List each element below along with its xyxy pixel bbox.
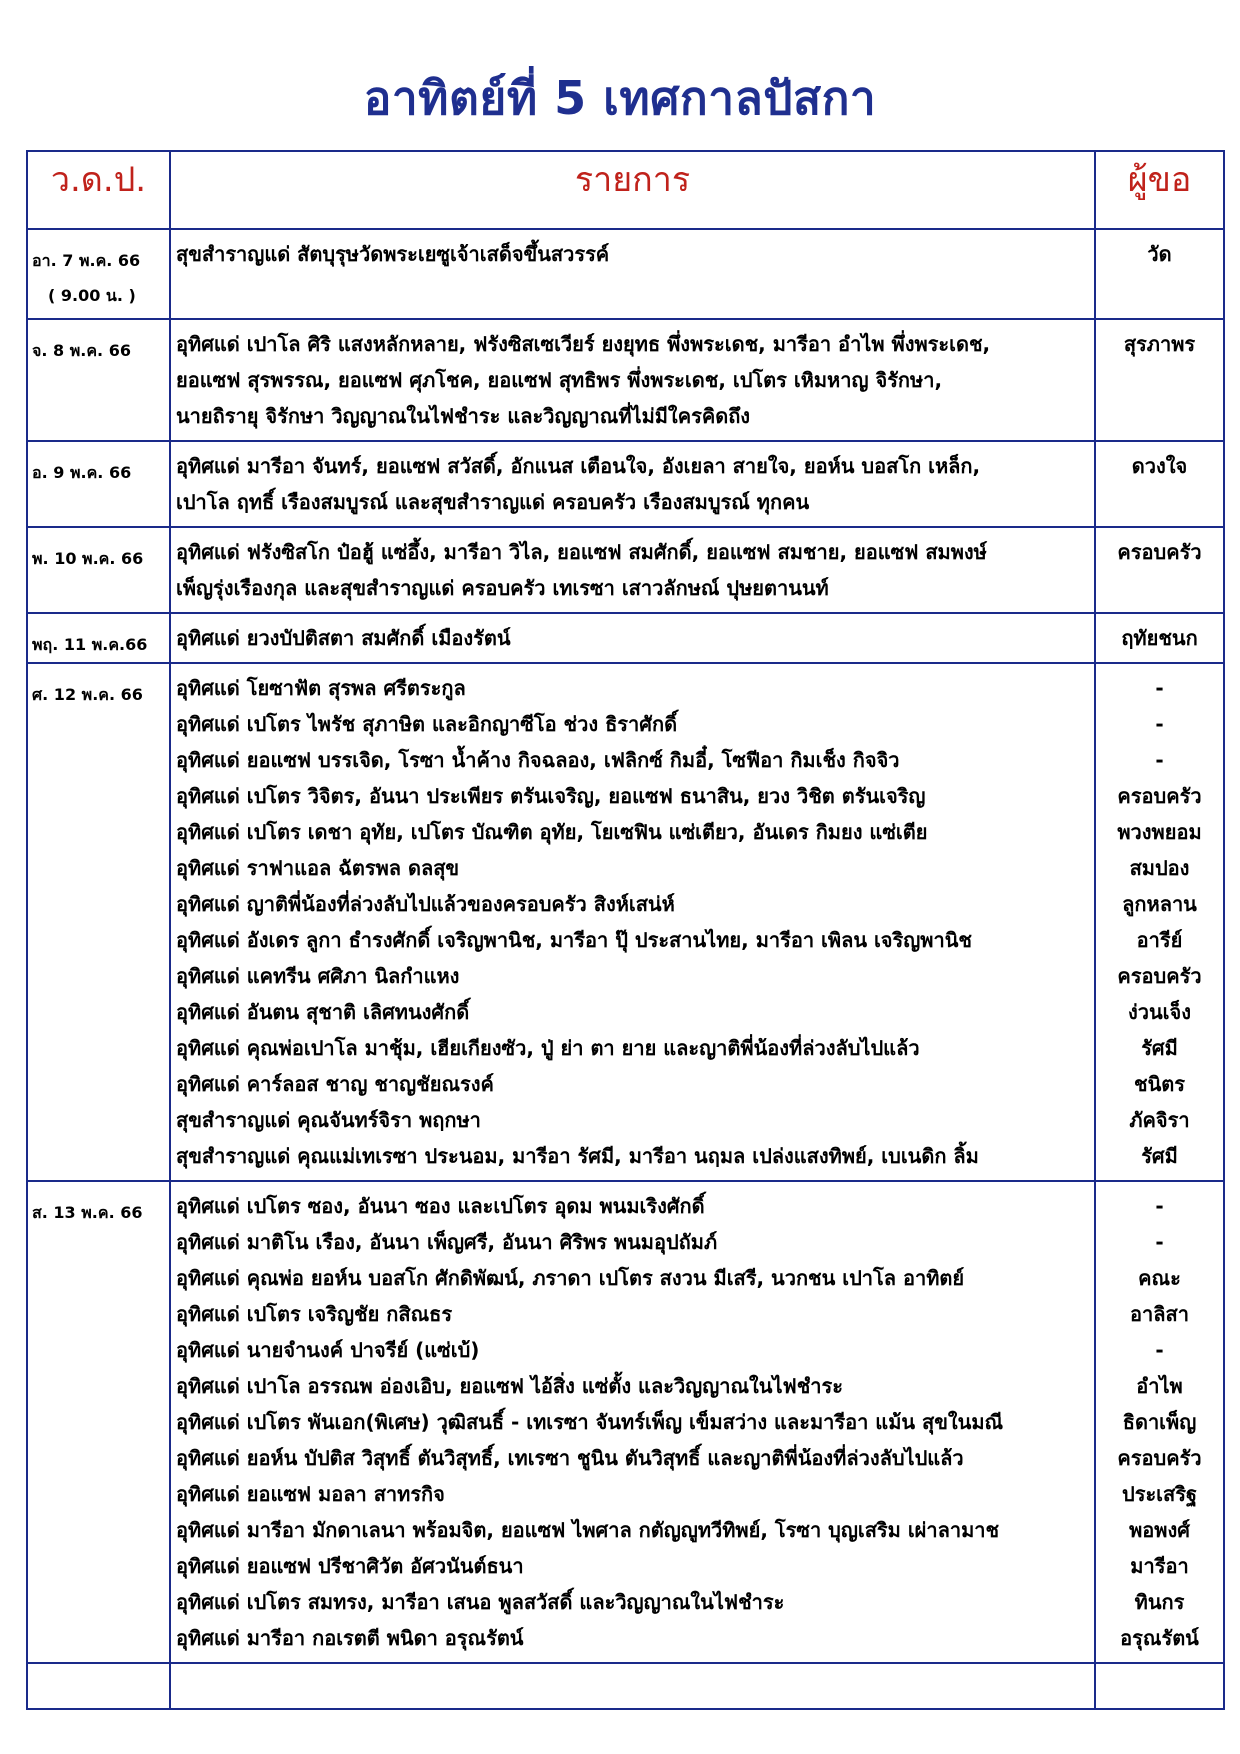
- empty-cell: [1095, 1663, 1224, 1709]
- intention-line: อุทิศแด่ ฟรังซิสโก ป๋อฮู้ แซ่อึ้ง, มารีอา วิไล, ยอแซฟ สมศักดิ์, ยอแซฟ สมชาย, ยอแซฟ สมพงษ์: [176, 540, 987, 564]
- requester-name: -: [1155, 676, 1164, 700]
- requester-cell: [1095, 441, 1224, 527]
- requester-name: อารีย์: [1136, 928, 1183, 952]
- intention-line: อุทิศแด่ มาติโน เรือง, อันนา เพ็ญศรี, อันนา ศิริพร พนมอุปถัมภ์: [176, 1230, 718, 1254]
- requester-cell: [1095, 527, 1224, 613]
- intention-line: อุทิศแด่ อันตน สุชาติ เลิศทนงศักดิ์: [176, 1000, 470, 1024]
- requester-name: อำไพ: [1136, 1374, 1183, 1398]
- requester-name: สุรภาพร: [1123, 332, 1196, 356]
- requester-name: ฤทัยชนก: [1121, 626, 1198, 650]
- intention-line: เปาโล ฤทธิ์ เรืองสมบูรณ์ และสุขสำราญแด่ ครอบครัว เรืองสมบูรณ์ ทุกคน: [176, 490, 810, 514]
- table-row: [27, 441, 1224, 527]
- intentions-cell: [170, 441, 1095, 527]
- date-cell: [27, 441, 170, 527]
- intention-line: อุทิศแด่ นายจำนงค์ ปาจรีย์ (แซ่เบ้): [176, 1338, 480, 1362]
- empty-cell: [27, 1663, 170, 1709]
- intention-line: อุทิศแด่ เปาโล ศิริ แสงหลักหลาย, ฟรังซิสเซเวียร์ ยงยุทธ พึ่งพระเดช, มารีอา อำไพ พึ่งพระเดช,: [176, 332, 991, 356]
- requester-name: -: [1155, 1194, 1164, 1218]
- intention-line: อุทิศแด่ มารีอา มักดาเลนา พร้อมจิต, ยอแซฟ ไพศาล กตัญญูทวีทิพย์, โรซา บุญเสริม เผ่าลามาช: [176, 1518, 1000, 1542]
- intention-line: อุทิศแด่ เปโตร สมทรง, มารีอา เสนอ พูลสวัสดิ์ และวิญญาณในไฟชำระ: [176, 1590, 785, 1614]
- intention-line: อุทิศแด่ ญาติพี่น้องที่ล่วงลับไปแล้วของครอบครัว สิงห์เสน่ห์: [176, 892, 675, 916]
- requester-cell: [1095, 1181, 1224, 1663]
- intentions-cell: [170, 319, 1095, 441]
- intention-line: อุทิศแด่ มารีอา จันทร์, ยอแซฟ สวัสดิ์, อักแนส เตือนใจ, อังเยลา สายใจ, ยอห์น บอสโก เหล็ก,: [176, 454, 981, 478]
- requester-name: ครอบครัว: [1117, 1446, 1202, 1470]
- intention-line: อุทิศแด่ มารีอา กอเรตตี พนิดา อรุณรัตน์: [176, 1626, 524, 1650]
- intention-line: อุทิศแด่ เปโตร เจริญชัย กสิณธร: [176, 1302, 453, 1326]
- intention-line: อุทิศแด่ ยอแซฟ บรรเจิด, โรซา น้ำค้าง กิจฉลอง, เฟลิกซ์ กิมอี๋, โซฟีอา กิมเช็ง กิจจิว: [176, 748, 900, 772]
- intention-line: อุทิศแด่ ราฟาแอล ฉัตรพล ดลสุข: [176, 856, 460, 880]
- requester-name: รัศมี: [1141, 1036, 1178, 1060]
- requester-name: ลูกหลาน: [1122, 892, 1197, 916]
- intention-line: อุทิศแด่ ยอห์น บัปติส วิสุทธิ์ ตันวิสุทธิ์, เทเรซา ชูนิน ตันวิสุทธิ์ และญาติพี่น้องที่ล่วงลับไปแล้ว: [176, 1446, 964, 1470]
- date-cell: [27, 613, 170, 663]
- date-cell: [27, 229, 170, 319]
- intention-line: อุทิศแด่ ยอแซฟ มอลา สาทรกิจ: [176, 1482, 445, 1506]
- requester-cell: [1095, 613, 1224, 663]
- intention-line: สุขสำราญแด่ คุณแม่เทเรซา ประนอม, มารีอา รัศมี, มารีอา นฤมล เปล่งแสงทิพย์, เบเนดิก ลิ้ม: [176, 1144, 979, 1168]
- requester-name: ง่วนเจ็ง: [1128, 1000, 1191, 1024]
- intention-line: นายถิรายุ จิรักษา วิญญาณในไฟชำระ และวิญญาณที่ไม่มีใครคิดถึง: [176, 404, 751, 428]
- date-cell: [27, 663, 170, 1181]
- date-text: ส. 13 พ.ค. 66: [32, 1203, 143, 1222]
- requester-cell: [1095, 663, 1224, 1181]
- header-requester: ผู้ขอ: [1095, 151, 1224, 229]
- requester-name: ธิดาเพ็ญ: [1122, 1410, 1197, 1434]
- requester-name: ครอบครัว: [1117, 964, 1202, 988]
- requester-name: ชนิตร: [1134, 1072, 1185, 1096]
- date-cell: [27, 319, 170, 441]
- intention-line: อุทิศแด่ เปโตร ไพรัช สุภาษิต และอิกญาซีโอ ช่วง ธิราศักดิ์: [176, 712, 678, 736]
- table-row: [27, 663, 1224, 1181]
- date-text: อา. 7 พ.ค. 66: [32, 251, 141, 270]
- intention-line: อุทิศแด่ คุณพ่อ ยอห์น บอสโก ศักดิพัฒน์, ภราดา เปโตร สงวน มีเสรี, นวกชน เปาโล อาทิตย์: [176, 1266, 965, 1290]
- table-row: [27, 527, 1224, 613]
- intentions-cell: [170, 663, 1095, 1181]
- intentions-cell: [170, 527, 1095, 613]
- page-title: อาทิตย์ที่ 5 เทศกาลปัสกา: [363, 71, 877, 125]
- empty-row: [27, 1663, 1224, 1709]
- requester-name: สมปอง: [1129, 856, 1190, 880]
- requester-name: มารีอา: [1130, 1554, 1189, 1578]
- intention-line: อุทิศแด่ แคทรีน ศศิภา นิลกำแหง: [176, 964, 460, 988]
- intention-line: ยอแซฟ สุรพรรณ, ยอแซฟ ศุภโชค, ยอแซฟ สุทธิพร พึ่งพระเดช, เปโตร เหิมหาญ จิรักษา,: [176, 368, 943, 392]
- mass-intentions-table: [26, 150, 1225, 1710]
- requester-name: ดวงใจ: [1131, 454, 1188, 478]
- intention-line: อุทิศแด่ เปาโล อรรณพ อ่องเอิบ, ยอแซฟ ไอ้สิ่ง แซ่ตั้ง และวิญญาณในไฟชำระ: [176, 1374, 843, 1398]
- requester-name: ประเสริฐ: [1122, 1482, 1197, 1506]
- table-row: [27, 613, 1224, 663]
- date-text: จ. 8 พ.ค. 66: [32, 341, 131, 360]
- intention-line: สุขสำราญแด่ สัตบุรุษวัดพระเยซูเจ้าเสด็จขึ้นสวรรค์: [176, 242, 610, 266]
- intentions-cell: [170, 1181, 1095, 1663]
- time-text: ( 9.00 น. ): [48, 286, 136, 305]
- requester-name: คณะ: [1138, 1266, 1181, 1290]
- date-text: อ. 9 พ.ค. 66: [32, 463, 132, 482]
- requester-name: -: [1155, 1338, 1164, 1362]
- intentions-cell: [170, 613, 1095, 663]
- requester-name: -: [1155, 712, 1164, 736]
- intention-line: อุทิศแด่ อังเดร ลูกา ธำรงศักดิ์ เจริญพานิช, มารีอา ปุ๊ ประสานไทย, มารีอา เพิลน เจริญพานิช: [176, 928, 972, 952]
- intention-line: เพ็ญรุ่งเรืองกุล และสุขสำราญแด่ ครอบครัว เทเรซา เสาวลักษณ์ ปุษยตานนท์: [176, 576, 829, 600]
- requester-name: วัด: [1147, 242, 1172, 266]
- intention-line: อุทิศแด่ เปโตร ซอง, อันนา ซอง และเปโตร อุดม พนมเริงศักดิ์: [176, 1194, 705, 1218]
- empty-cell: [170, 1663, 1095, 1709]
- requester-name: อรุณรัตน์: [1120, 1626, 1199, 1650]
- intention-line: อุทิศแด่ เปโตร วิจิตร, อันนา ประเพียร ตรันเจริญ, ยอแซฟ ธนาสิน, ยวง วิชิต ตรันเจริญ: [176, 784, 926, 808]
- intention-line: อุทิศแด่ เปโตร เดชา อุทัย, เปโตร บัณฑิต อุทัย, โยเซฟิน แซ่เตียว, อันเดร กิมยง แซ่เตีย: [176, 820, 928, 844]
- intention-line: สุขสำราญแด่ คุณจันทร์จิรา พฤกษา: [176, 1108, 481, 1132]
- date-cell: [27, 527, 170, 613]
- requester-name: -: [1155, 748, 1164, 772]
- requester-name: พอพงศ์: [1129, 1518, 1190, 1542]
- intentions-cell: [170, 229, 1095, 319]
- header-items: รายการ: [170, 151, 1095, 229]
- requester-name: รัศมี: [1141, 1144, 1178, 1168]
- requester-name: ครอบครัว: [1117, 784, 1202, 808]
- date-text: ศ. 12 พ.ค. 66: [32, 685, 143, 704]
- requester-name: ทินกร: [1134, 1590, 1185, 1614]
- intention-line: อุทิศแด่ คุณพ่อเปาโล มาชุ้ม, เฮียเกียงซัว, ปู่ ย่า ตา ยาย และญาติพี่น้องที่ล่วงลับไปแล้ว: [176, 1036, 920, 1060]
- header-date: ว.ด.ป.: [27, 151, 170, 229]
- date-text: พฤ. 11 พ.ค.66: [32, 635, 148, 654]
- requester-name: ครอบครัว: [1117, 540, 1202, 564]
- requester-name: -: [1155, 1230, 1164, 1254]
- date-cell: [27, 1181, 170, 1663]
- intention-line: อุทิศแด่ คาร์ลอส ชาญ ชาญชัยณรงค์: [176, 1072, 494, 1096]
- intention-line: อุทิศแด่ ยอแซฟ ปรีชาศิวัต อัศวนันต์ธนา: [176, 1554, 524, 1578]
- intention-line: อุทิศแด่ ยวงบัปติสตา สมศักดิ์ เมืองรัตน์: [176, 626, 511, 650]
- requester-name: อาลิสา: [1130, 1302, 1189, 1326]
- intention-line: อุทิศแด่ เปโตร พันเอก(พิเศษ) วุฒิสนธิ์ - เทเรซา จันทร์เพ็ญ เข็มสว่าง และมารีอา แม้น สุขในมณี: [176, 1410, 1004, 1434]
- table-header-row: [27, 151, 1224, 229]
- requester-name: พวงพยอม: [1117, 820, 1202, 844]
- date-text: พ. 10 พ.ค. 66: [32, 549, 144, 568]
- requester-cell: [1095, 229, 1224, 319]
- requester-cell: [1095, 319, 1224, 441]
- requester-name: ภัคจิรา: [1129, 1108, 1190, 1132]
- table-row: [27, 229, 1224, 319]
- intention-line: อุทิศแด่ โยซาฟัต สุรพล ศรีตระกูล: [176, 676, 466, 700]
- table-row: [27, 1181, 1224, 1663]
- table-row: [27, 319, 1224, 441]
